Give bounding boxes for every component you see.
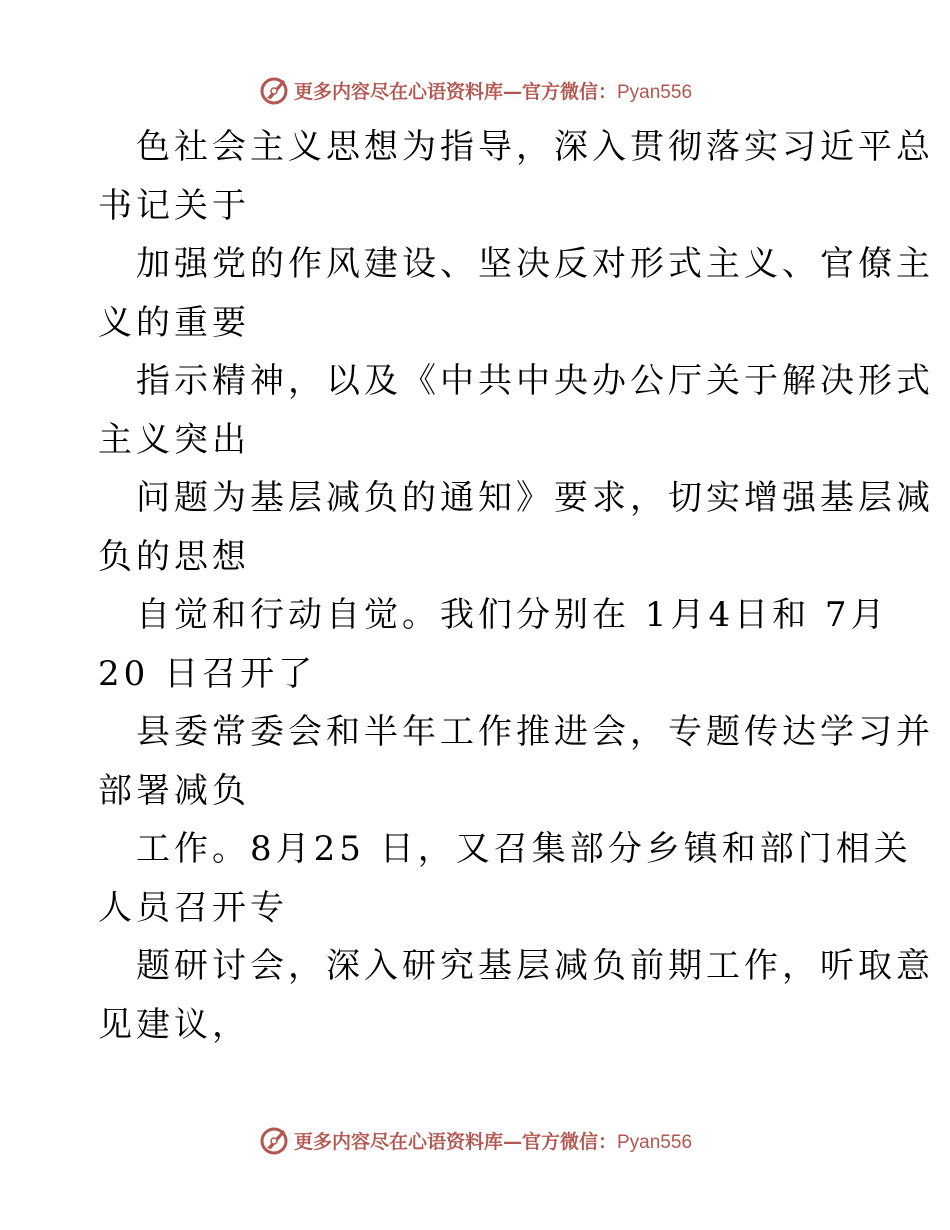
- text-line: 书记关于: [98, 185, 250, 226]
- text-line: 负的思想: [98, 536, 250, 577]
- header-banner-id: Pyan556: [617, 81, 693, 103]
- text-line: 指示精神，以及《中共中央办公厅关于解决形式: [136, 361, 934, 401]
- body-text: [98, 118, 934, 1054]
- text-line: 自觉和行动自觉。我们分别在 1月4日和 7月: [136, 595, 889, 635]
- text-line: 问题为基层减负的通知》要求，切实增强基层减: [136, 478, 934, 518]
- text-line: 见建议，: [98, 1004, 250, 1045]
- quill-logo-icon: [258, 74, 290, 106]
- text-line: 20 日召开了: [98, 653, 317, 694]
- text-line: 人员召开专: [98, 887, 288, 928]
- text-line: 义的重要: [98, 302, 250, 343]
- header-banner: [0, 70, 950, 110]
- text-line: 题研讨会，深入研究基层减负前期工作，听取意: [136, 946, 934, 986]
- text-line: 部署减负: [98, 770, 250, 811]
- text-line: 工作。8月25 日，又召集部分乡镇和部门相关: [136, 829, 912, 869]
- footer-banner-text: 更多内容尽在心语资料库—官方微信：Pyan556: [293, 1130, 693, 1153]
- header-banner-text: 更多内容尽在心语资料库—官方微信：Pyan556: [293, 80, 693, 103]
- footer-banner: [0, 1120, 950, 1160]
- footer-banner-id: Pyan556: [617, 1131, 693, 1153]
- text-line: 加强党的作风建设、坚决反对形式主义、官僚主: [136, 244, 934, 284]
- text-line: 色社会主义思想为指导，深入贯彻落实习近平总: [136, 127, 934, 167]
- text-line: 县委常委会和半年工作推进会，专题传达学习并: [136, 712, 934, 752]
- quill-logo-icon: [258, 1124, 290, 1156]
- text-line: 主义突出: [98, 419, 250, 460]
